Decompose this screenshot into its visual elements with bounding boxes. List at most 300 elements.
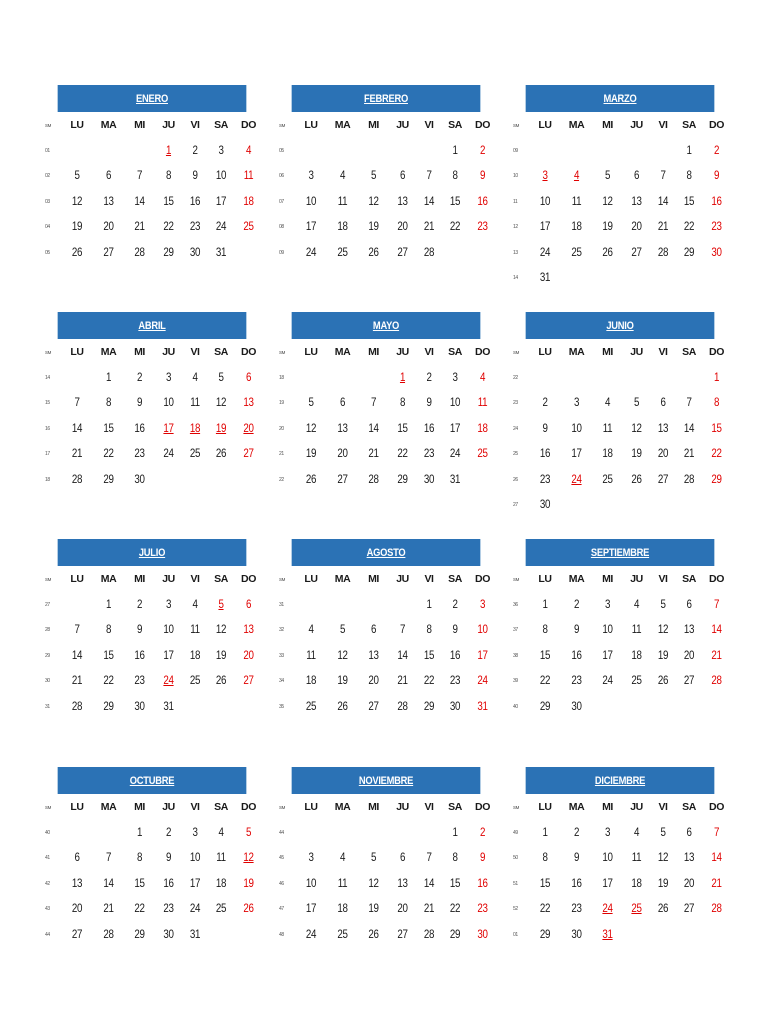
day-cell: 28 xyxy=(368,473,379,486)
empty-cell xyxy=(234,467,263,493)
month-junio xyxy=(509,312,731,518)
weekday-header: SM xyxy=(513,122,519,128)
weekday-header: DO xyxy=(241,346,256,358)
day-cell: 29 xyxy=(539,928,551,941)
day-cell: 20 xyxy=(397,221,408,234)
month-diciembre xyxy=(509,767,731,948)
week-number: 05 xyxy=(45,249,50,256)
empty-cell xyxy=(702,493,731,519)
weekday-header: SM xyxy=(45,349,51,355)
day-cell: 19 xyxy=(71,221,83,234)
day-cell: 23 xyxy=(711,221,722,234)
day-cell: 23 xyxy=(477,221,488,234)
day-cell: 17 xyxy=(477,649,488,662)
day-cell: 8 xyxy=(542,624,548,637)
empty-cell xyxy=(295,820,327,846)
day-cell: 4 xyxy=(573,170,580,183)
day-cell: 29 xyxy=(103,700,114,713)
week-number: 24 xyxy=(513,425,518,432)
month-title-label: NOVIEMBRE xyxy=(358,774,414,787)
day-cell: 12 xyxy=(215,624,227,637)
day-cell: 11 xyxy=(216,852,226,865)
day-cell: 15 xyxy=(423,649,435,662)
day-cell: 2 xyxy=(165,826,172,839)
day-cell: 15 xyxy=(449,877,461,890)
day-cell: 20 xyxy=(657,448,669,461)
weekday-header: SA xyxy=(448,346,462,358)
day-cell: 21 xyxy=(657,221,669,234)
weekday-header: SM xyxy=(45,576,51,582)
day-cell: 26 xyxy=(657,903,669,916)
day-cell: 11 xyxy=(602,422,613,435)
empty-cell xyxy=(529,138,561,164)
day-cell: 11 xyxy=(477,397,488,410)
day-cell: 14 xyxy=(103,877,114,890)
day-cell: 19 xyxy=(337,675,348,688)
week-number: 27 xyxy=(513,502,518,509)
weekday-header: LU xyxy=(304,801,318,813)
day-cell: 8 xyxy=(136,852,143,865)
month-title xyxy=(292,539,481,566)
day-cell: 12 xyxy=(368,195,379,208)
day-cell: 22 xyxy=(683,221,695,234)
week-number: 19 xyxy=(279,400,284,407)
week-number: 15 xyxy=(45,400,50,407)
month-grid xyxy=(41,112,263,266)
day-cell: 1 xyxy=(686,144,692,157)
day-cell: 2 xyxy=(542,397,548,410)
day-cell: 4 xyxy=(604,397,611,410)
day-cell: 24 xyxy=(163,675,174,688)
month-title-label: AGOSTO xyxy=(366,546,406,559)
day-cell: 12 xyxy=(631,422,642,435)
weekday-header: MA xyxy=(100,119,117,131)
week-number: 29 xyxy=(45,652,50,659)
weekday-header: MA xyxy=(100,801,117,813)
day-cell: 27 xyxy=(103,246,114,259)
week-number: 17 xyxy=(45,451,50,458)
empty-cell xyxy=(676,266,702,292)
day-cell: 23 xyxy=(571,903,582,916)
empty-cell xyxy=(389,592,416,618)
day-cell: 16 xyxy=(163,877,174,890)
day-cell: 9 xyxy=(479,170,486,183)
day-cell: 15 xyxy=(163,195,174,208)
day-cell: 18 xyxy=(631,649,642,662)
day-cell: 27 xyxy=(368,700,379,713)
day-cell: 1 xyxy=(165,144,172,157)
day-cell: 11 xyxy=(190,397,200,410)
day-cell: 3 xyxy=(479,598,486,611)
day-cell: 18 xyxy=(337,903,348,916)
day-cell: 21 xyxy=(71,675,83,688)
day-cell: 5 xyxy=(660,598,666,611)
weekday-header: JU xyxy=(162,119,175,131)
day-cell: 8 xyxy=(686,170,692,183)
empty-cell xyxy=(208,467,234,493)
day-cell: 7 xyxy=(74,397,80,410)
day-cell: 22 xyxy=(423,675,435,688)
day-cell: 20 xyxy=(368,675,379,688)
month-septiembre xyxy=(509,539,731,720)
week-number: 22 xyxy=(279,476,284,483)
day-cell: 20 xyxy=(397,903,408,916)
empty-cell xyxy=(61,820,93,846)
empty-cell xyxy=(676,922,702,948)
month-agosto xyxy=(275,539,497,720)
day-cell: 28 xyxy=(397,700,408,713)
day-cell: 21 xyxy=(103,903,114,916)
weekday-header: SM xyxy=(279,576,285,582)
day-cell: 18 xyxy=(189,649,201,662)
month-octubre xyxy=(41,767,263,948)
day-cell: 22 xyxy=(103,675,114,688)
day-cell: 27 xyxy=(397,246,408,259)
day-cell: 17 xyxy=(163,422,174,435)
day-cell: 8 xyxy=(452,852,458,865)
day-cell: 11 xyxy=(631,624,642,637)
weekday-header: VI xyxy=(658,346,668,358)
empty-cell xyxy=(623,266,650,292)
empty-cell xyxy=(676,365,702,391)
month-grid xyxy=(509,566,731,720)
week-number: 36 xyxy=(513,601,518,608)
day-cell: 25 xyxy=(477,448,488,461)
day-cell: 19 xyxy=(368,221,379,234)
day-cell: 25 xyxy=(631,903,642,916)
day-cell: 12 xyxy=(243,852,254,865)
day-cell: 28 xyxy=(711,675,722,688)
day-cell: 27 xyxy=(683,903,695,916)
weekday-header: MI xyxy=(368,573,379,585)
empty-cell xyxy=(623,922,650,948)
day-cell: 25 xyxy=(337,928,348,941)
empty-cell xyxy=(208,694,234,720)
empty-cell xyxy=(295,592,327,618)
weekday-header: LU xyxy=(70,346,84,358)
day-cell: 9 xyxy=(192,170,198,183)
day-cell: 19 xyxy=(305,448,317,461)
day-cell: 16 xyxy=(423,422,435,435)
day-cell: 23 xyxy=(477,903,488,916)
week-number: 23 xyxy=(513,400,518,407)
day-cell: 18 xyxy=(243,195,254,208)
day-cell: 14 xyxy=(71,649,83,662)
day-cell: 11 xyxy=(190,624,200,637)
empty-cell xyxy=(702,922,731,948)
day-cell: 20 xyxy=(683,877,695,890)
day-cell: 11 xyxy=(337,195,348,208)
day-cell: 19 xyxy=(602,221,613,234)
day-cell: 14 xyxy=(423,195,435,208)
day-cell: 22 xyxy=(449,903,461,916)
weekday-header: DO xyxy=(241,801,256,813)
day-cell: 23 xyxy=(134,675,145,688)
week-number: 52 xyxy=(513,906,518,913)
empty-cell xyxy=(389,138,416,164)
empty-cell xyxy=(650,922,676,948)
month-title xyxy=(292,767,481,794)
day-cell: 20 xyxy=(71,903,83,916)
day-cell: 22 xyxy=(539,903,551,916)
day-cell: 15 xyxy=(683,195,695,208)
day-cell: 9 xyxy=(573,852,580,865)
empty-cell xyxy=(416,138,442,164)
weekday-header: SM xyxy=(45,804,51,810)
empty-cell xyxy=(676,694,702,720)
weekday-header: SM xyxy=(513,576,519,582)
day-cell: 10 xyxy=(477,624,488,637)
weekday-header: JU xyxy=(162,573,175,585)
week-number: 49 xyxy=(513,829,518,836)
day-cell: 14 xyxy=(711,852,722,865)
day-cell: 3 xyxy=(308,170,314,183)
day-cell: 21 xyxy=(368,448,379,461)
day-cell: 4 xyxy=(218,826,224,839)
day-cell: 30 xyxy=(134,700,145,713)
day-cell: 28 xyxy=(103,928,114,941)
day-cell: 15 xyxy=(539,649,551,662)
empty-cell xyxy=(327,365,358,391)
day-cell: 24 xyxy=(571,473,582,486)
day-cell: 16 xyxy=(449,649,461,662)
day-cell: 28 xyxy=(423,928,435,941)
day-cell: 1 xyxy=(542,598,548,611)
day-cell: 27 xyxy=(71,928,83,941)
day-cell: 19 xyxy=(631,448,642,461)
day-cell: 24 xyxy=(305,928,317,941)
weekday-header: MA xyxy=(334,573,351,585)
day-cell: 23 xyxy=(571,675,582,688)
day-cell: 12 xyxy=(71,195,83,208)
day-cell: 10 xyxy=(189,852,201,865)
week-number: 11 xyxy=(513,198,518,205)
day-cell: 7 xyxy=(399,624,406,637)
day-cell: 6 xyxy=(660,397,666,410)
empty-cell xyxy=(155,467,182,493)
day-cell: 2 xyxy=(573,826,580,839)
day-cell: 25 xyxy=(337,246,348,259)
empty-cell xyxy=(327,138,358,164)
day-cell: 15 xyxy=(711,422,722,435)
day-cell: 22 xyxy=(103,448,114,461)
week-number: 13 xyxy=(513,249,518,256)
day-cell: 18 xyxy=(189,422,201,435)
month-marzo xyxy=(509,85,731,291)
day-cell: 12 xyxy=(657,624,669,637)
month-title-label: JUNIO xyxy=(606,319,634,332)
empty-cell xyxy=(623,694,650,720)
weekday-header: SA xyxy=(214,801,228,813)
day-cell: 1 xyxy=(452,826,458,839)
day-cell: 30 xyxy=(571,700,582,713)
day-cell: 6 xyxy=(339,397,346,410)
day-cell: 13 xyxy=(683,852,695,865)
weekday-header: SM xyxy=(513,804,519,810)
week-number: 50 xyxy=(513,855,518,862)
weekday-header: LU xyxy=(70,119,84,131)
week-number: 44 xyxy=(279,829,284,836)
day-cell: 21 xyxy=(711,649,722,662)
day-cell: 15 xyxy=(397,422,408,435)
empty-cell xyxy=(468,467,497,493)
weekday-header: VI xyxy=(424,119,434,131)
day-cell: 13 xyxy=(631,195,642,208)
day-cell: 1 xyxy=(426,598,432,611)
empty-cell xyxy=(468,240,497,266)
day-cell: 14 xyxy=(134,195,145,208)
day-cell: 1 xyxy=(542,826,548,839)
day-cell: 25 xyxy=(243,221,254,234)
day-cell: 14 xyxy=(71,422,83,435)
weekday-header: MI xyxy=(368,801,379,813)
month-title xyxy=(526,85,715,112)
day-cell: 15 xyxy=(134,877,145,890)
week-number: 04 xyxy=(45,224,50,231)
day-cell: 5 xyxy=(308,397,314,410)
day-cell: 13 xyxy=(103,195,114,208)
day-cell: 8 xyxy=(399,397,406,410)
day-cell: 5 xyxy=(339,624,346,637)
weekday-header: VI xyxy=(658,801,668,813)
day-cell: 16 xyxy=(189,195,201,208)
day-cell: 10 xyxy=(571,422,582,435)
day-cell: 8 xyxy=(165,170,172,183)
day-cell: 7 xyxy=(713,826,720,839)
day-cell: 9 xyxy=(573,624,580,637)
week-number: 09 xyxy=(513,147,518,154)
day-cell: 28 xyxy=(71,473,83,486)
day-cell: 5 xyxy=(74,170,80,183)
day-cell: 10 xyxy=(449,397,461,410)
weekday-header: LU xyxy=(538,119,552,131)
week-number: 32 xyxy=(279,627,284,634)
day-cell: 27 xyxy=(631,246,642,259)
day-cell: 28 xyxy=(423,246,435,259)
empty-cell xyxy=(650,694,676,720)
day-cell: 6 xyxy=(686,826,692,839)
week-number: 39 xyxy=(513,678,518,685)
day-cell: 30 xyxy=(189,246,201,259)
month-title-label: ENERO xyxy=(136,92,168,105)
day-cell: 18 xyxy=(305,675,317,688)
day-cell: 29 xyxy=(103,473,114,486)
weekday-header: LU xyxy=(538,573,552,585)
day-cell: 29 xyxy=(163,246,174,259)
day-cell: 1 xyxy=(399,371,406,384)
month-julio xyxy=(41,539,263,720)
day-cell: 29 xyxy=(134,928,145,941)
empty-cell xyxy=(416,820,442,846)
day-cell: 25 xyxy=(305,700,317,713)
weekday-header: SM xyxy=(279,804,285,810)
week-number: 33 xyxy=(279,652,284,659)
weekday-header: SA xyxy=(448,573,462,585)
weekday-header: VI xyxy=(190,346,200,358)
month-title xyxy=(58,767,247,794)
day-cell: 22 xyxy=(134,903,145,916)
month-title-label: ABRIL xyxy=(138,319,166,332)
weekday-header: MA xyxy=(334,801,351,813)
weekday-header: SM xyxy=(279,349,285,355)
day-cell: 13 xyxy=(368,649,379,662)
month-title xyxy=(526,767,715,794)
weekday-header: DO xyxy=(475,119,490,131)
day-cell: 3 xyxy=(165,598,172,611)
day-cell: 11 xyxy=(243,170,254,183)
day-cell: 21 xyxy=(134,221,145,234)
day-cell: 29 xyxy=(449,928,461,941)
weekday-header: JU xyxy=(630,346,643,358)
week-number: 05 xyxy=(279,147,284,154)
day-cell: 14 xyxy=(711,624,722,637)
weekday-header: LU xyxy=(538,801,552,813)
day-cell: 17 xyxy=(189,877,201,890)
weekday-header: MA xyxy=(100,573,117,585)
day-cell: 26 xyxy=(368,246,379,259)
empty-cell xyxy=(295,365,327,391)
day-cell: 7 xyxy=(426,170,432,183)
day-cell: 23 xyxy=(539,473,551,486)
empty-cell xyxy=(623,365,650,391)
day-cell: 15 xyxy=(103,422,114,435)
day-cell: 9 xyxy=(165,852,172,865)
day-cell: 12 xyxy=(215,397,227,410)
empty-cell xyxy=(623,138,650,164)
day-cell: 17 xyxy=(539,221,551,234)
day-cell: 17 xyxy=(215,195,227,208)
day-cell: 20 xyxy=(683,649,695,662)
day-cell: 2 xyxy=(426,371,432,384)
day-cell: 4 xyxy=(633,826,640,839)
day-cell: 30 xyxy=(571,928,582,941)
empty-cell xyxy=(529,365,561,391)
empty-cell xyxy=(702,694,731,720)
day-cell: 5 xyxy=(245,826,252,839)
day-cell: 5 xyxy=(218,371,224,384)
weekday-header: LU xyxy=(304,346,318,358)
weekday-header: SA xyxy=(682,801,696,813)
day-cell: 23 xyxy=(449,675,461,688)
empty-cell xyxy=(561,138,592,164)
day-cell: 4 xyxy=(192,371,198,384)
day-cell: 2 xyxy=(713,144,720,157)
week-number: 20 xyxy=(279,425,284,432)
day-cell: 31 xyxy=(215,246,227,259)
month-grid xyxy=(41,339,263,493)
empty-cell xyxy=(561,266,592,292)
day-cell: 3 xyxy=(604,598,611,611)
day-cell: 29 xyxy=(683,246,695,259)
day-cell: 18 xyxy=(337,221,348,234)
month-title xyxy=(58,539,247,566)
day-cell: 16 xyxy=(539,448,551,461)
weekday-header: SA xyxy=(682,573,696,585)
day-cell: 18 xyxy=(215,877,227,890)
month-title-label: MAYO xyxy=(372,319,400,332)
day-cell: 15 xyxy=(103,649,114,662)
weekday-header: MA xyxy=(334,346,351,358)
empty-cell xyxy=(389,820,416,846)
month-febrero xyxy=(275,85,497,266)
empty-cell xyxy=(61,365,93,391)
day-cell: 22 xyxy=(449,221,461,234)
weekday-header: DO xyxy=(709,801,724,813)
empty-cell xyxy=(702,266,731,292)
day-cell: 14 xyxy=(423,877,435,890)
weekday-header: JU xyxy=(396,801,409,813)
day-cell: 15 xyxy=(539,877,551,890)
